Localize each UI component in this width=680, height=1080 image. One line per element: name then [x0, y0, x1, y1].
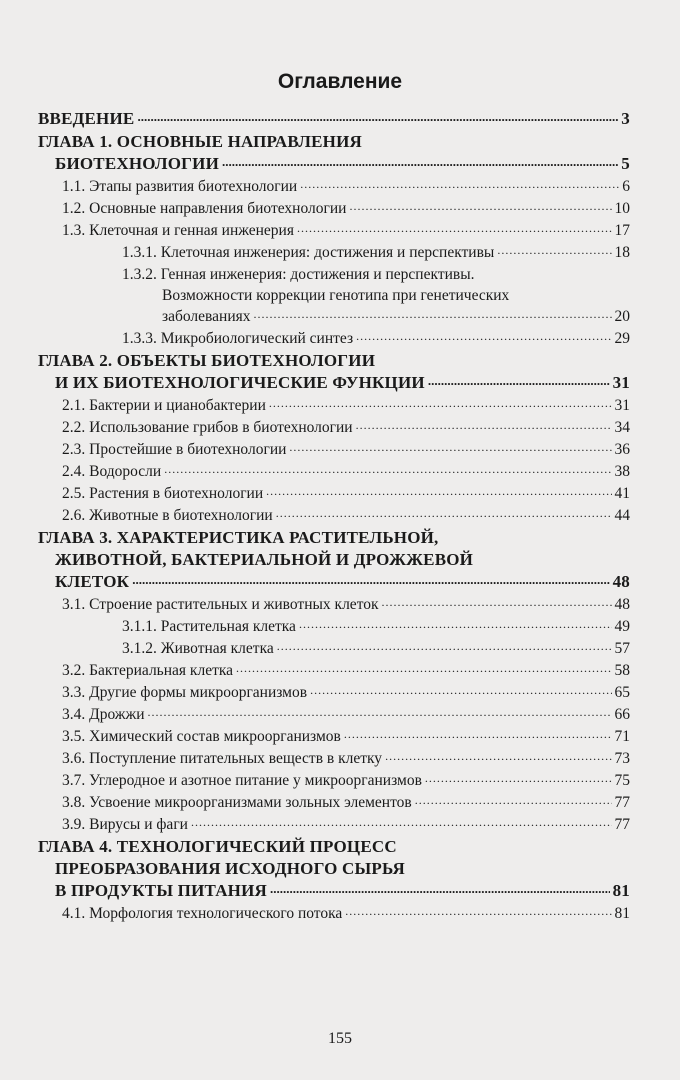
dot-leader	[356, 325, 611, 347]
toc-entry-text: ГЛАВА 1. ОСНОВНЫЕ НАПРАВЛЕНИЯ	[38, 132, 362, 151]
toc-page-number: 31	[614, 397, 630, 414]
toc-entry-text: 3.4. Дрожжи	[62, 706, 145, 723]
toc-entry-text: ВВЕДЕНИЕ	[38, 109, 135, 128]
toc-page-number: 49	[614, 618, 630, 635]
dot-leader	[497, 239, 611, 261]
toc-page-number: 81	[612, 881, 630, 900]
dot-leader	[385, 745, 611, 767]
dot-leader	[356, 414, 612, 436]
dot-leader	[270, 877, 610, 900]
toc-page-number: 65	[614, 684, 630, 701]
toc-page-number: 20	[614, 308, 630, 325]
toc-entry-text: ГЛАВА 3. ХАРАКТЕРИСТИКА РАСТИТЕЛЬНОЙ,	[38, 528, 439, 547]
toc-entry-text: 3.1.1. Растительная клетка	[122, 618, 296, 635]
toc-page-number: 5	[621, 154, 630, 173]
toc-entry-text: ПРЕОБРАЗОВАНИЯ ИСХОДНОГО СЫРЬЯ	[55, 859, 406, 878]
toc-page-number: 44	[614, 507, 630, 524]
page-number: 155	[328, 1030, 352, 1047]
dot-leader	[132, 568, 609, 591]
toc-page-number: 31	[612, 373, 630, 392]
toc-entry-text: 1.3. Клеточная и генная инженерия	[62, 222, 294, 239]
toc-page-number: 71	[614, 728, 630, 745]
toc-entry-text: БИОТЕХНОЛОГИИ	[55, 154, 219, 173]
toc-chapter-entry	[38, 350, 630, 395]
toc-page-number: 57	[614, 640, 630, 657]
dot-leader	[269, 392, 612, 414]
dot-leader	[289, 436, 611, 458]
toc-page-number: 58	[614, 662, 630, 679]
toc-chapter-entry	[38, 527, 630, 594]
toc-section-entry	[80, 264, 630, 328]
toc-entry-text: 2.3. Простейшие в биотехнологии	[62, 441, 287, 458]
toc-page-number: 34	[614, 419, 630, 436]
toc-entry-text: 1.3.1. Клеточная инженерия: достижения и перспективы	[122, 244, 495, 261]
toc-chapter-entry	[38, 131, 630, 176]
dot-leader	[299, 613, 612, 635]
toc-entry-text: 3.1. Строение растительных и животных клеток	[62, 596, 379, 613]
dot-leader	[297, 217, 612, 239]
toc-section-entry	[50, 505, 630, 527]
toc-page-number: 77	[614, 816, 630, 833]
toc-page-number: 41	[614, 485, 630, 502]
toc-page-number: 29	[614, 330, 630, 347]
dot-leader	[277, 635, 612, 657]
toc-entry-text: 1.3.3. Микробиологический синтез	[122, 330, 354, 347]
dot-leader	[148, 701, 612, 723]
toc-entry-text: 3.6. Поступление питательных веществ в клетку	[62, 750, 383, 767]
toc-page-number: 81	[614, 905, 630, 922]
toc-section-entry	[80, 242, 630, 264]
toc-page-number: 38	[614, 463, 630, 480]
toc-page-number: 48	[612, 572, 630, 591]
toc-entry-text: КЛЕТОК	[55, 572, 130, 591]
dot-leader	[428, 369, 610, 392]
toc-page-number: 3	[621, 109, 630, 128]
dot-leader	[310, 679, 611, 701]
dot-leader	[345, 900, 611, 922]
toc-entry-text: 2.1. Бактерии и цианобактерии	[62, 397, 266, 414]
toc-page-number: 75	[614, 772, 630, 789]
toc-page-number: 48	[614, 596, 630, 613]
dot-leader	[137, 105, 618, 128]
toc-entry-text: Возможности коррекции генотипа при генетических	[162, 287, 510, 304]
dot-leader	[382, 591, 612, 613]
toc-entry-text: 3.7. Углеродное и азотное питание у микроорганизмов	[62, 772, 422, 789]
toc-page-number: 66	[614, 706, 630, 723]
toc-page-number: 6	[622, 178, 630, 195]
toc-page-number: 77	[614, 794, 630, 811]
toc-page-number: 73	[614, 750, 630, 767]
toc-entry-text: 3.1.2. Животная клетка	[122, 640, 274, 657]
table-of-contents	[38, 108, 630, 925]
dot-leader	[415, 789, 612, 811]
toc-entry-text: 2.6. Животные в биотехнологии	[62, 507, 273, 524]
toc-chapter-entry	[38, 108, 630, 131]
dot-leader	[344, 723, 612, 745]
toc-entry-text: 2.2. Использование грибов в биотехнологии	[62, 419, 353, 436]
toc-entry-text: 4.1. Морфология технологического потока	[62, 905, 343, 922]
dot-leader	[425, 767, 612, 789]
toc-entry-text: ГЛАВА 4. ТЕХНОЛОГИЧЕСКИЙ ПРОЦЕСС	[38, 837, 397, 856]
toc-entry-text: 3.8. Усвоение микроорганизмами зольных элементов	[62, 794, 412, 811]
toc-section-entry	[50, 814, 630, 836]
toc-entry-text: 2.5. Растения в биотехнологии	[62, 485, 264, 502]
toc-page-number: 10	[614, 200, 630, 217]
toc-entry-text: заболеваниях	[162, 308, 251, 325]
toc-entry-text: 3.5. Химический состав микроорганизмов	[62, 728, 341, 745]
dot-leader	[222, 150, 618, 173]
dot-leader	[191, 811, 612, 833]
page-title: Оглавление	[277, 70, 403, 93]
toc-entry-text: 1.1. Этапы развития биотехнологии	[62, 178, 298, 195]
dot-leader	[254, 303, 612, 325]
dot-leader	[164, 458, 611, 480]
toc-entry-text: 1.3.2. Генная инженерия: достижения и перспективы.	[122, 266, 475, 283]
toc-page-number: 17	[614, 222, 630, 239]
toc-section-entry	[50, 903, 630, 925]
toc-entry-text: ГЛАВА 2. ОБЪЕКТЫ БИОТЕХНОЛОГИИ	[38, 351, 376, 370]
dot-leader	[266, 480, 611, 502]
toc-entry-text: 1.2. Основные направления биотехнологии	[62, 200, 347, 217]
toc-page-number: 36	[614, 441, 630, 458]
toc-entry-text: ЖИВОТНОЙ, БАКТЕРИАЛЬНОЙ И ДРОЖЖЕВОЙ	[55, 550, 474, 569]
toc-entry-text: 2.4. Водоросли	[62, 463, 162, 480]
toc-entry-text: 3.2. Бактериальная клетка	[62, 662, 234, 679]
toc-page-number: 18	[614, 244, 630, 261]
dot-leader	[349, 195, 611, 217]
dot-leader	[276, 502, 612, 524]
dot-leader	[300, 173, 619, 195]
toc-chapter-entry	[38, 836, 630, 903]
dot-leader	[236, 657, 611, 679]
toc-section-entry	[80, 328, 630, 350]
toc-entry-text: 3.3. Другие формы микроорганизмов	[62, 684, 308, 701]
toc-entry-text: В ПРОДУКТЫ ПИТАНИЯ	[55, 881, 267, 900]
toc-entry-text: И ИХ БИОТЕХНОЛОГИЧЕСКИЕ ФУНКЦИИ	[55, 373, 425, 392]
toc-entry-text: 3.9. Вирусы и фаги	[62, 816, 188, 833]
